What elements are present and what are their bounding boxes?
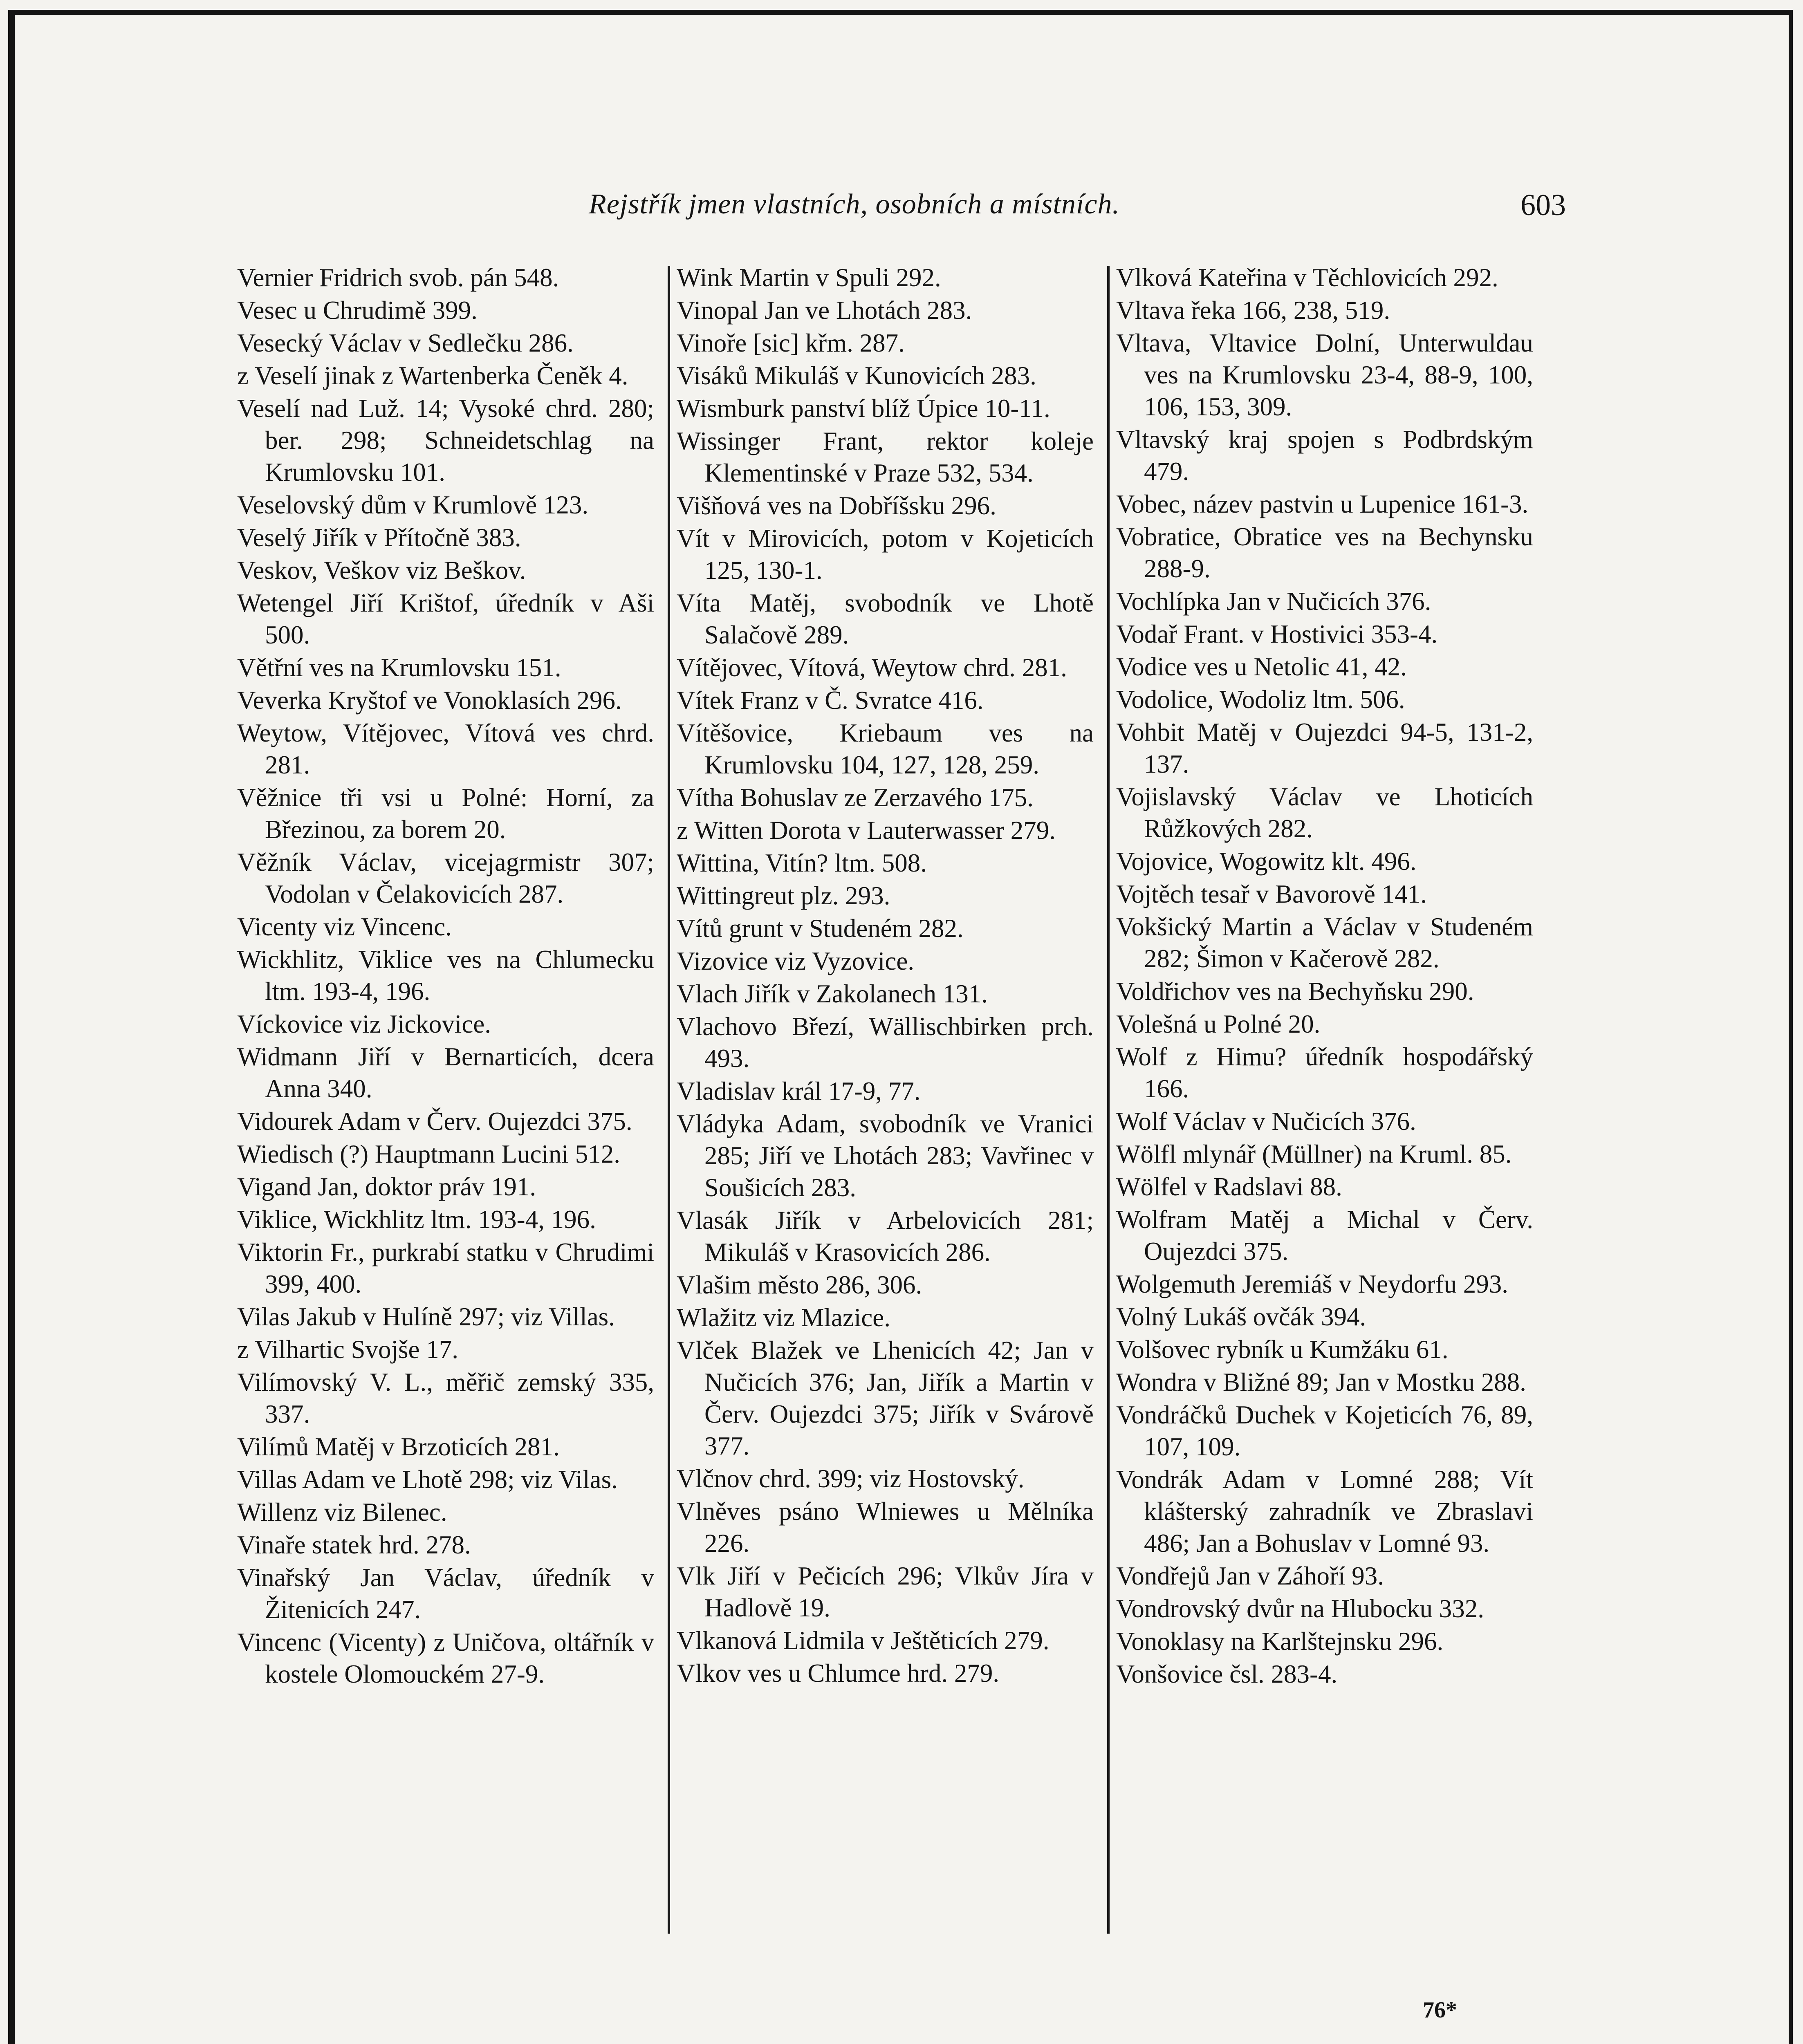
index-entry: Wismburk panství blíž Úpice 10-11. bbox=[677, 394, 1050, 423]
index-entry: Vodař Frant. v Hostivici 353-4. bbox=[1116, 620, 1438, 648]
index-entry: Wolf Václav v Nučicích 376. bbox=[1116, 1107, 1416, 1136]
index-entry: Vlk Jiří v Pečicích 296; Vlkův Jíra v Hadlově 19. bbox=[677, 1562, 1094, 1622]
index-entry: Vládyka Adam, svobodník ve Vranici 285; Jiří ve Lhotách 283; Vavřinec v Soušicích 283. bbox=[677, 1109, 1094, 1202]
index-entry: Vojislavský Václav ve Lhoticích Růžkových 282. bbox=[1116, 782, 1533, 843]
index-entry: Wolgemuth Jeremiáš v Neydorfu 293. bbox=[1116, 1270, 1508, 1298]
index-entry: Vondřejů Jan v Záhoří 93. bbox=[1116, 1562, 1384, 1590]
index-entry: Vesecký Václav v Sedlečku 286. bbox=[237, 329, 574, 357]
column-divider bbox=[668, 266, 670, 1934]
index-entry: Větřní ves na Krumlovsku 151. bbox=[237, 653, 561, 682]
index-entry: Widmann Jiří v Bernarticích, dcera Anna 340. bbox=[237, 1042, 654, 1103]
index-entry: z Witten Dorota v Lauterwasser 279. bbox=[677, 816, 1056, 845]
index-entry: Vodolice, Wodoliz ltm. 506. bbox=[1116, 685, 1405, 714]
index-entry: Vohbit Matěj v Oujezdci 94-5, 131-2, 137. bbox=[1116, 718, 1533, 778]
index-entry: Vilas Jakub v Hulíně 297; viz Villas. bbox=[237, 1302, 615, 1331]
index-entry: Wlažitz viz Mlazice. bbox=[677, 1303, 890, 1332]
index-entry: Vítha Bohuslav ze Zerzavého 175. bbox=[677, 783, 1034, 812]
page-number: 603 bbox=[1520, 188, 1566, 222]
index-entry: Villas Adam ve Lhotě 298; viz Vilas. bbox=[237, 1465, 618, 1494]
index-entry: Volešná u Polné 20. bbox=[1116, 1010, 1321, 1038]
index-entry: Vigand Jan, doktor práv 191. bbox=[237, 1172, 536, 1201]
index-entry: Vincenc (Vicenty) z Uničova, oltářník v kostele Olomouckém 27-9. bbox=[237, 1628, 654, 1688]
index-entry: Vlčnov chrd. 399; viz Hostovský. bbox=[677, 1464, 1025, 1493]
index-entry: Vobratice, Obratice ves na Bechynsku 288-9. bbox=[1116, 522, 1533, 583]
index-entry: Vlněves psáno Wlniewes u Mělníka 226. bbox=[677, 1497, 1094, 1558]
index-entry: Vlkanová Lidmila v Ještěticích 279. bbox=[677, 1626, 1050, 1655]
index-entry: Vodice ves u Netolic 41, 42. bbox=[1116, 652, 1407, 681]
index-column-2 bbox=[677, 262, 1094, 1930]
index-entry: Wolfram Matěj a Michal v Červ. Oujezdci 375. bbox=[1116, 1205, 1533, 1266]
index-entry: Viklice, Wickhlitz ltm. 193-4, 196. bbox=[237, 1205, 596, 1234]
index-entry: Vlček Blažek ve Lhenicích 42; Jan v Nučicích 376; Jan, Jiřík a Martin v Červ. Oujezdci 375; Jiřík v Svárově 377. bbox=[677, 1336, 1094, 1460]
index-entry: Wink Martin v Spuli 292. bbox=[677, 263, 941, 292]
index-entry: Vinoře [sic] křm. 287. bbox=[677, 329, 905, 357]
index-entry: Vltava, Vltavice Dolní, Unterwuldau ves na Krumlovsku 23-4, 88-9, 100, 106, 153, 309. bbox=[1116, 329, 1533, 421]
index-entry: Víta Matěj, svobodník ve Lhotě Salačově 289. bbox=[677, 589, 1094, 649]
index-entry: Wölfl mlynář (Müllner) na Kruml. 85. bbox=[1116, 1140, 1512, 1168]
index-column-1 bbox=[237, 262, 654, 1930]
index-entry: Wittina, Vitín? ltm. 508. bbox=[677, 849, 927, 877]
index-entry: Volný Lukáš ovčák 394. bbox=[1116, 1302, 1366, 1331]
index-entry: Vítějovec, Vítová, Weytow chrd. 281. bbox=[677, 653, 1067, 682]
index-entry: Věžník Václav, vicejagrmistr 307; Vodolan v Čelakovicích 287. bbox=[237, 848, 654, 908]
running-title: Rejstřík jmen vlastních, osobních a místních. bbox=[589, 188, 1120, 220]
index-entry: z Veselí jinak z Wartenberka Čeněk 4. bbox=[237, 361, 628, 390]
index-entry: Vlkov ves u Chlumce hrd. 279. bbox=[677, 1659, 1000, 1688]
index-entry: Wölfel v Radslavi 88. bbox=[1116, 1172, 1342, 1201]
index-entry: Vltava řeka 166, 238, 519. bbox=[1116, 296, 1390, 325]
index-entry: Vinopal Jan ve Lhotách 283. bbox=[677, 296, 972, 325]
index-entry: Víckovice viz Jickovice. bbox=[237, 1010, 491, 1038]
index-entry: Veselý Jiřík v Přítočně 383. bbox=[237, 523, 521, 552]
index-entry: Vlková Kateřina v Těchlovicích 292. bbox=[1116, 263, 1498, 292]
index-entry: Věžnice tři vsi u Polné: Horní, za Březinou, za borem 20. bbox=[237, 783, 654, 844]
index-entry: Wondra v Bližné 89; Jan v Mostku 288. bbox=[1116, 1368, 1526, 1396]
page-header bbox=[237, 176, 1566, 233]
index-entry: Weytow, Vítějovec, Vítová ves chrd. 281. bbox=[237, 719, 654, 779]
index-entry: Willenz viz Bilenec. bbox=[237, 1498, 447, 1526]
index-entry: Vobec, název pastvin u Lupenice 161-3. bbox=[1116, 490, 1529, 518]
index-entry: Veverka Kryštof ve Vonoklasích 296. bbox=[237, 686, 622, 715]
index-entry: Viktorin Fr., purkrabí statku v Chrudimi 399, 400. bbox=[237, 1238, 654, 1298]
index-entry: Vonoklasy na Karlštejnsku 296. bbox=[1116, 1627, 1444, 1656]
index-entry: Vokšický Martin a Václav v Studeném 282; Šimon v Kačerově 282. bbox=[1116, 912, 1533, 973]
index-entry: Vladislav král 17-9, 77. bbox=[677, 1077, 921, 1105]
index-entry: Voldřichov ves na Bechyňsku 290. bbox=[1116, 977, 1474, 1006]
index-entry: Veselovský dům v Krumlově 123. bbox=[237, 491, 589, 519]
index-entry: Vondrovský dvůr na Hlubocku 332. bbox=[1116, 1594, 1485, 1623]
index-entry: Vicenty viz Vincenc. bbox=[237, 912, 452, 941]
index-entry: Volšovec rybník u Kumžáku 61. bbox=[1116, 1335, 1449, 1364]
index-entry: Vojovice, Wogowitz klt. 496. bbox=[1116, 847, 1417, 876]
index-entry: Vojtěch tesař v Bavorově 141. bbox=[1116, 880, 1427, 908]
index-entry: Vinařský Jan Václav, úředník v Žitenicích 247. bbox=[237, 1563, 654, 1624]
index-entry: Veselí nad Luž. 14; Vysoké chrd. 280; ber. 298; Schneidetschlag na Krumlovsku 101. bbox=[237, 394, 654, 486]
index-entry: Vlach Jiřík v Zakolanech 131. bbox=[677, 979, 988, 1008]
index-entry: Wittingreut plz. 293. bbox=[677, 881, 890, 910]
index-entry: Vlasák Jiřík v Arbelovicích 281; Mikuláš v Krasovicích 286. bbox=[677, 1206, 1094, 1266]
index-entry: Vonšovice čsl. 283-4. bbox=[1116, 1660, 1338, 1688]
index-entry: Vltavský kraj spojen s Podbrdským 479. bbox=[1116, 425, 1533, 486]
index-entry: Veskov, Veškov viz Beškov. bbox=[237, 556, 526, 585]
index-entry: Wissinger Frant, rektor koleje Klementinské v Praze 532, 534. bbox=[677, 427, 1094, 487]
index-entry: z Vilhartic Svojše 17. bbox=[237, 1335, 458, 1364]
index-entry: Vlachovo Březí, Wällischbirken prch. 493. bbox=[677, 1012, 1094, 1073]
index-entry: Vítěšovice, Kriebaum ves na Krumlovsku 104, 127, 128, 259. bbox=[677, 719, 1094, 779]
index-entry: Vondrák Adam v Lomné 288; Vít klášterský zahradník ve Zbraslavi 486; Jan a Bohuslav v Lomné 93. bbox=[1116, 1465, 1533, 1558]
index-entry: Vochlípka Jan v Nučicích 376. bbox=[1116, 587, 1431, 616]
index-entry: Vilímovský V. L., měřič zemský 335, 337. bbox=[237, 1368, 654, 1428]
index-entry: Vítů grunt v Studeném 282. bbox=[677, 914, 964, 943]
index-entry: Višňová ves na Dobříšsku 296. bbox=[677, 491, 996, 520]
index-entry: Vít v Mirovicích, potom v Kojeticích 125, 130-1. bbox=[677, 524, 1094, 585]
index-entry: Vinaře statek hrd. 278. bbox=[237, 1531, 471, 1559]
printer-signature: 76* bbox=[1423, 1997, 1457, 2023]
index-entry: Vidourek Adam v Červ. Oujezdci 375. bbox=[237, 1107, 632, 1136]
index-entry: Vlašim město 286, 306. bbox=[677, 1271, 922, 1299]
index-entry: Vesec u Chrudimě 399. bbox=[237, 296, 478, 325]
index-entry: Vondráčků Duchek v Kojeticích 76, 89, 107, 109. bbox=[1116, 1401, 1533, 1461]
index-entry: Wickhlitz, Viklice ves na Chlumecku ltm. 193-4, 196. bbox=[237, 945, 654, 1006]
index-entry: Vizovice viz Vyzovice. bbox=[677, 947, 915, 975]
index-entry: Vilímů Matěj v Brzoticích 281. bbox=[237, 1432, 560, 1461]
index-entry: Wiedisch (?) Hauptmann Lucini 512. bbox=[237, 1140, 620, 1168]
index-entry: Wolf z Himu? úředník hospodářský 166. bbox=[1116, 1042, 1533, 1103]
index-entry: Vítek Franz v Č. Svratce 416. bbox=[677, 686, 984, 715]
index-columns bbox=[237, 262, 1537, 1958]
index-entry: Visáků Mikuláš v Kunovicích 283. bbox=[677, 361, 1036, 390]
index-column-3 bbox=[1116, 262, 1533, 1930]
index-entry: Vernier Fridrich svob. pán 548. bbox=[237, 263, 559, 292]
column-divider bbox=[1107, 266, 1110, 1934]
index-entry: Wetengel Jiří Krištof, úředník v Aši 500. bbox=[237, 589, 654, 649]
